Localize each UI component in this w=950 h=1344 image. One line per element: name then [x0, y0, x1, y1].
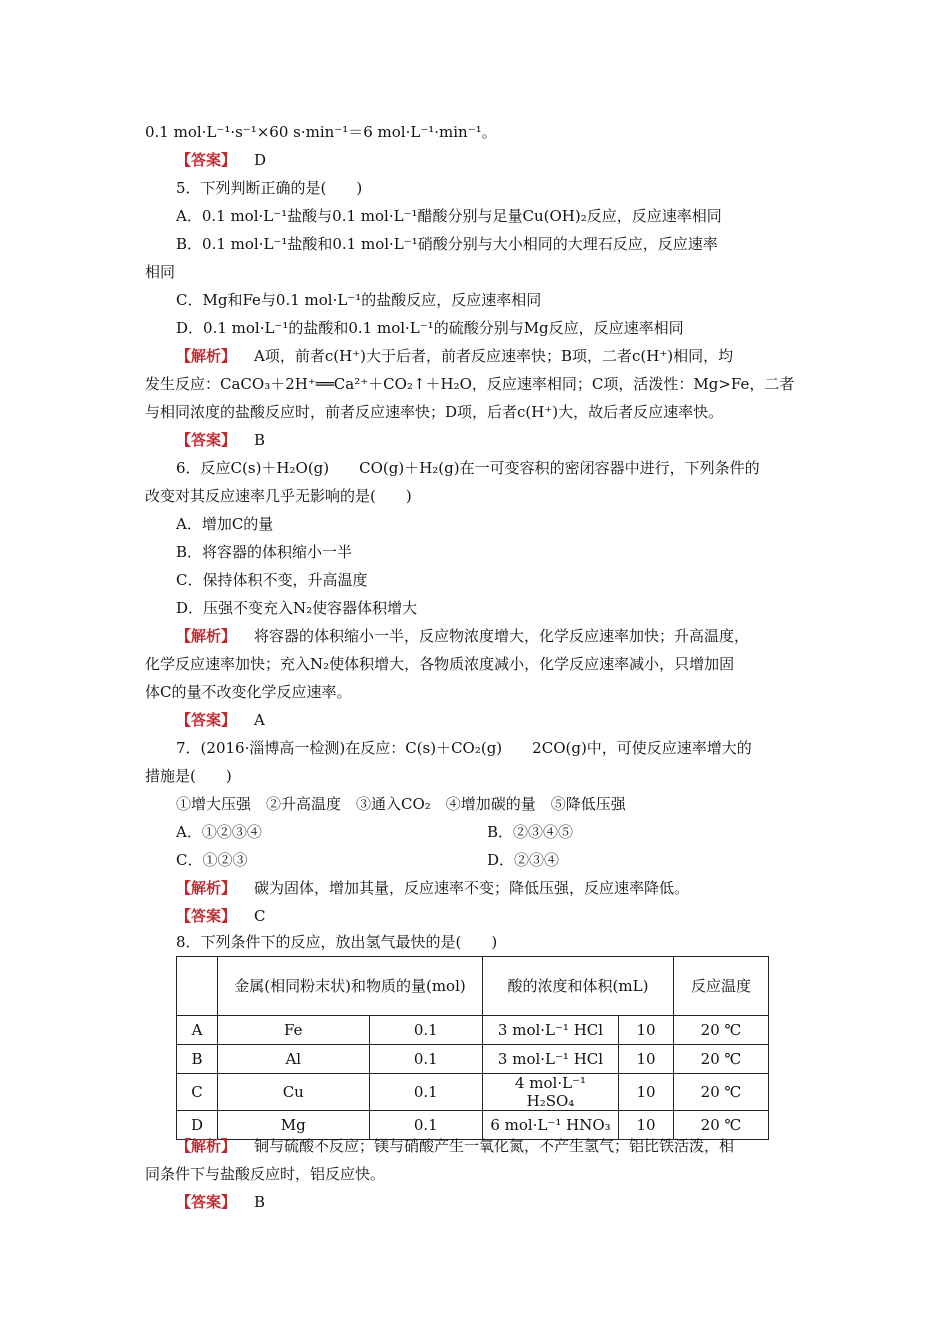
q6-reactants: 6．反应C(s)＋H₂O(g)	[176, 459, 330, 477]
temperature-cell: 20 ℃	[674, 1045, 769, 1074]
analysis-tag: 【 解析 】	[176, 879, 236, 897]
q7-option-a: A．①②③④	[176, 823, 262, 841]
answer-tag: 【 答案 】	[176, 711, 236, 729]
table-header-metal: 金属(相同粉末状)和物质的量(mol)	[218, 957, 483, 1016]
amount-cell: 0.1	[369, 1074, 482, 1111]
q5-option-c: C．Mg和Fe与0.1 mol·L⁻¹的盐酸反应，反应速率相同	[176, 291, 542, 309]
analysis-tag: 【 解析 】	[176, 1137, 236, 1155]
metal-cell: Al	[218, 1045, 370, 1074]
volume-cell: 10	[618, 1016, 673, 1045]
acid-cell: 3 mol·L⁻¹ HCl	[483, 1016, 619, 1045]
answer-6	[176, 710, 265, 730]
row-label: D	[177, 1111, 218, 1140]
table-row	[177, 1016, 769, 1045]
q5-option-a: A．0.1 mol·L⁻¹盐酸与0.1 mol·L⁻¹醋酸分别与足量Cu(OH)₂反应，反应速率相同	[176, 207, 722, 225]
analysis-6-line3: 体C的量不改变化学反应速率。	[145, 683, 352, 701]
q7-option-b: B．②③④⑤	[487, 823, 574, 841]
analysis-5	[176, 346, 733, 366]
answer-value: D	[254, 151, 267, 169]
amount-cell: 0.1	[369, 1016, 482, 1045]
volume-cell: 10	[618, 1074, 673, 1111]
answer-value: B	[254, 431, 266, 449]
metal-cell: Fe	[218, 1016, 370, 1045]
q6-option-b: B．将容器的体积缩小一半	[176, 543, 353, 561]
q5-option-b: B．0.1 mol·L⁻¹盐酸和0.1 mol·L⁻¹硝酸分别与大小相同的大理石反应，反应速率	[176, 235, 718, 253]
q7-reactants: 7．(2016·淄博高一检测)在反应：C(s)＋CO₂(g)	[176, 739, 503, 757]
metal-cell: Mg	[218, 1111, 370, 1140]
analysis-tag: 【 解析 】	[176, 347, 236, 365]
q7-measures: ①增大压强 ②升高温度 ③通入CO₂ ④增加碳的量 ⑤降低压强	[176, 795, 626, 813]
analysis-6-line2: 化学反应速率加快；充入N₂使体积增大，各物质浓度减小，化学反应速率减小，只增加固	[145, 655, 735, 673]
q6-option-d: D．压强不变充入N₂使容器体积增大	[176, 599, 418, 617]
row-label: A	[177, 1016, 218, 1045]
analysis-tag: 【 解析 】	[176, 627, 236, 645]
question-7	[176, 738, 752, 758]
amount-cell: 0.1	[369, 1111, 482, 1140]
answer-8	[176, 1192, 265, 1212]
q7-products: 2CO(g)中，可使反应速率增大的	[532, 739, 752, 757]
question-8: 8．下列条件下的反应，放出氢气最快的是( )	[176, 933, 498, 951]
line-unit-conversion: 0.1 mol·L⁻¹·s⁻¹×60 s·min⁻¹＝6 mol·L⁻¹·min⁻¹。	[145, 123, 497, 141]
analysis-5-line3: 与相同浓度的盐酸反应时，前者反应速率快；D项，后者c(H⁺)大，故后者反应速率快。	[145, 403, 724, 421]
amount-cell: 0.1	[369, 1045, 482, 1074]
q7-option-c: C．①②③	[176, 851, 248, 869]
answer-value: B	[254, 1193, 266, 1211]
q5-option-d: D．0.1 mol·L⁻¹的盐酸和0.1 mol·L⁻¹的硫酸分别与Mg反应，反应速率相同	[176, 319, 684, 337]
question-6-cont: 改变对其反应速率几乎无影响的是( )	[145, 487, 412, 505]
answer-4	[176, 150, 266, 170]
table-row	[177, 1045, 769, 1074]
metal-cell: Cu	[218, 1074, 370, 1111]
table-header-row	[177, 957, 769, 1016]
row-label: B	[177, 1045, 218, 1074]
volume-cell: 10	[618, 1045, 673, 1074]
table-corner-cell	[177, 957, 218, 1016]
answer-tag: 【 答案 】	[176, 431, 236, 449]
acid-cell: 4 mol·L⁻¹ H₂SO₄	[483, 1074, 619, 1111]
answer-tag: 【 答案 】	[176, 1193, 236, 1211]
q5-option-b-cont: 相同	[145, 263, 176, 281]
analysis-8-line2: 同条件下与盐酸反应时，铝反应快。	[145, 1165, 386, 1183]
analysis-text: 碳为固体，增加其量，反应速率不变；降低压强，反应速率降低。	[254, 879, 690, 897]
question-5: 5．下列判断正确的是( )	[176, 179, 363, 197]
analysis-text: A项，前者c(H⁺)大于后者，前者反应速率快；B项，二者c(H⁺)相同，均	[254, 347, 734, 365]
analysis-text: 铜与硫酸不反应；镁与硝酸产生一氧化氮，不产生氢气；铝比铁活泼，相	[254, 1137, 735, 1155]
table-header-temperature: 反应温度	[674, 957, 769, 1016]
question-7-cont: 措施是( )	[145, 767, 232, 785]
q6-option-c: C．保持体积不变，升高温度	[176, 571, 368, 589]
answer-tag: 【 答案 】	[176, 907, 236, 925]
answer-value: A	[254, 711, 265, 729]
answer-tag: 【 答案 】	[176, 151, 236, 169]
answer-value: C	[254, 907, 266, 925]
q7-option-d: D．②③④	[487, 851, 560, 869]
temperature-cell: 20 ℃	[674, 1016, 769, 1045]
question-6	[176, 458, 760, 478]
table-header-acid: 酸的浓度和体积(mL)	[483, 957, 674, 1016]
answer-7	[176, 906, 266, 926]
analysis-text: 将容器的体积缩小一半，反应物浓度增大，化学反应速率加快；升高温度，	[254, 627, 750, 645]
q6-option-a: A．增加C的量	[176, 515, 274, 533]
analysis-8	[176, 1136, 734, 1156]
table-row	[177, 1074, 769, 1111]
analysis-5-line2: 发生反应：CaCO₃＋2H⁺══Ca²⁺＋CO₂↑＋H₂O，反应速率相同；C项，活泼性：Mg>Fe，二者	[145, 375, 795, 393]
q6-products: CO(g)＋H₂(g)在一可变容积的密闭容器中进行，下列条件的	[359, 459, 760, 477]
answer-5	[176, 430, 265, 450]
acid-cell: 6 mol·L⁻¹ HNO₃	[483, 1111, 619, 1140]
reaction-conditions-table	[176, 956, 769, 1140]
temperature-cell: 20 ℃	[674, 1074, 769, 1111]
volume-cell: 10	[618, 1111, 673, 1140]
acid-cell: 3 mol·L⁻¹ HCl	[483, 1045, 619, 1074]
temperature-cell: 20 ℃	[674, 1111, 769, 1140]
analysis-7	[176, 878, 689, 898]
analysis-6	[176, 626, 749, 646]
row-label: C	[177, 1074, 218, 1111]
